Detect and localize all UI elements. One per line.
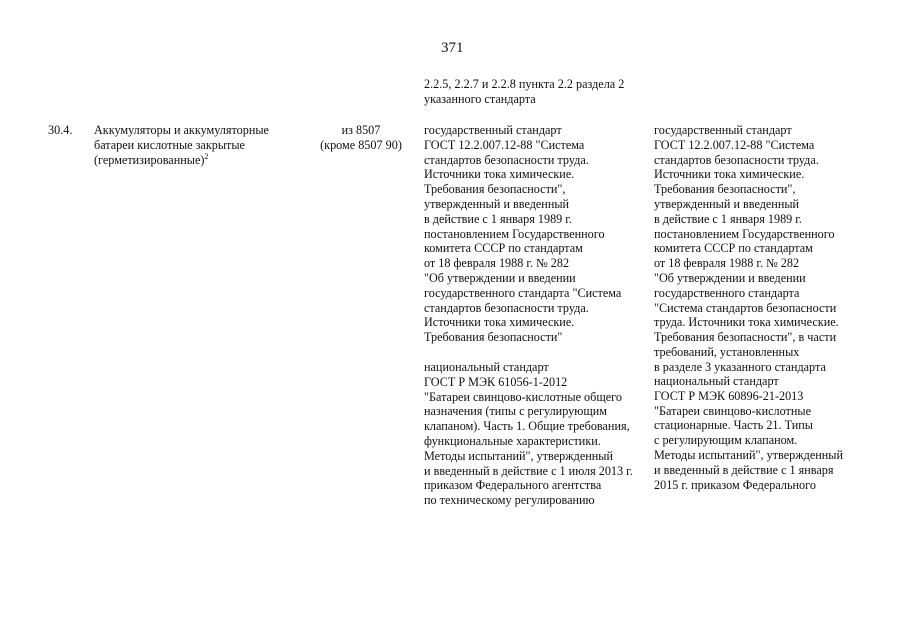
tn-ved-code: из 8507 (кроме 8507 90) xyxy=(320,123,402,152)
footnote-marker: 2 xyxy=(204,151,209,161)
continuation-text: 2.2.5, 2.2.7 и 2.2.8 пункта 2.2 раздела 2 указанного стандарта xyxy=(424,77,625,106)
row-number: 30.4. xyxy=(48,123,73,137)
product-name-text: Аккумуляторы и аккумуляторные батареи кислотные закрытые (герметизированные) xyxy=(94,123,269,167)
product-name xyxy=(94,123,269,167)
standard-col5-gost: государственный стандарт ГОСТ 12.2.007.12-88 "Система стандартов безопасности труда. Источники тока химические. Требования безопасности", утвержденный и введенный в действие с 1 января 1989 г. постановлением Государственного комитета СССР по стандартам от 18 февраля 1988 г. № 282 "Об утверждении и введении государственного стандарта "Система стандартов безопасности труда. Источники тока химические. Требования безопасности", в части требований, установленных в разделе 3 указанного стандарта xyxy=(654,123,839,374)
page-number: 371 xyxy=(441,40,464,56)
standard-col5-national: национальный стандарт ГОСТ Р МЭК 60896-21-2013 "Батареи свинцово-кислотные стационарные. Часть 21. Типы с регулирующим клапаном. Методы испытаний", утвержденный и введенный в действие с 1 января 2015 г. приказом Федерального xyxy=(654,374,843,492)
standard-col4-national: национальный стандарт ГОСТ Р МЭК 61056-1-2012 "Батареи свинцово-кислотные общего назначения (типы с регулирующим клапаном). Часть 1. Общие требования, функциональные характеристики. Методы испытаний", утвержденный и введенный в действие с 1 июля 2013 г. приказом Федерального агентства по техническому регулированию xyxy=(424,360,633,508)
standard-col4-gost: государственный стандарт ГОСТ 12.2.007.12-88 "Система стандартов безопасности труда. Источники тока химические. Требования безопасности", утвержденный и введенный в действие с 1 января 1989 г. постановлением Государственного комитета СССР по стандартам от 18 февраля 1988 г. № 282 "Об утверждении и введении государственного стандарта "Система стандартов безопасности труда. Источники тока химические. Требования безопасности" xyxy=(424,123,622,345)
